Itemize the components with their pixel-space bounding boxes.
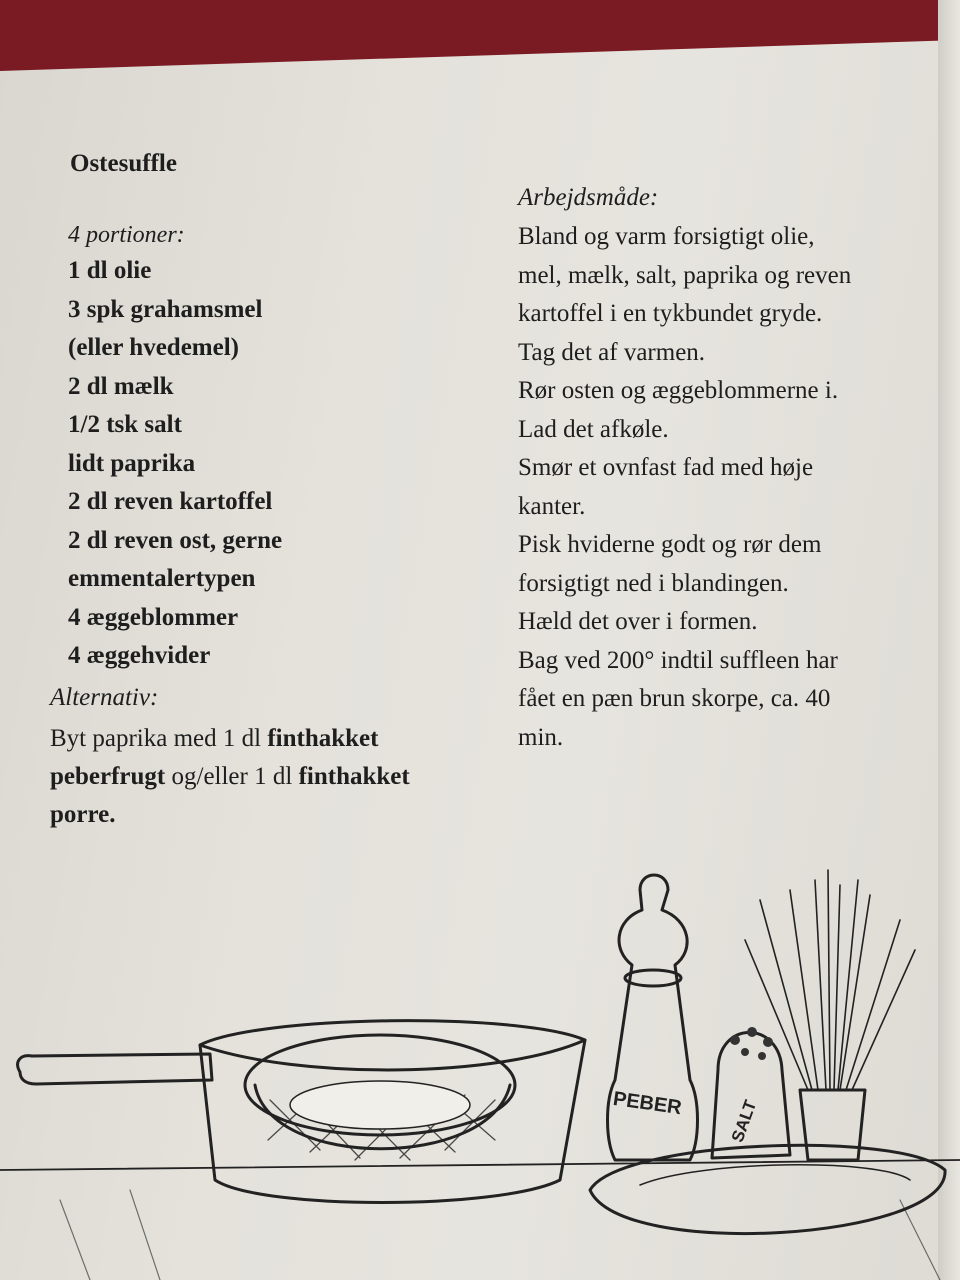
ingredient-item: 1 dl olie: [68, 257, 152, 284]
method-steps: [518, 218, 938, 757]
pepper-label: PEBER: [611, 1087, 683, 1120]
pan-handle: [18, 1054, 212, 1084]
ingredient-item: 2 dl reven ost, gerne: [68, 526, 283, 554]
portions-label: 4 portioner:: [68, 222, 185, 248]
ingredient-item: 2 dl reven kartoffel: [68, 488, 273, 515]
method-line: Pisk hviderne godt og rør dem: [518, 531, 822, 558]
method-line: Rør osten og æggeblommerne i.: [518, 377, 839, 404]
method-line: mel, mælk, salt, paprika og reven: [518, 261, 852, 289]
ingredient-item: (eller hvedemel): [68, 334, 239, 361]
method-column: [518, 180, 938, 757]
pepper-mill: [608, 875, 698, 1160]
ingredient-item: 2 dl mælk: [68, 372, 174, 400]
method-line: Bland og varm forsigtigt olie,: [518, 223, 815, 250]
ingredient-item: lidt paprika: [68, 449, 196, 477]
ingredient-item: 4 æggehvider: [68, 642, 211, 669]
method-line: Bag ved 200° indtil suffleen har: [518, 646, 838, 674]
ingredient-list: [68, 252, 468, 676]
salt-label: SALT: [727, 1097, 761, 1145]
method-line: forsigtigt ned i blandingen.: [518, 569, 789, 597]
ingredient-item: 4 æggeblommer: [68, 603, 239, 631]
alternative-text-1: Byt paprika med 1 dl: [50, 725, 268, 752]
method-line: min.: [518, 723, 564, 751]
alternative-text: [50, 720, 470, 834]
ingredient-item: 3 spk grahamsmel: [68, 295, 263, 323]
method-label: Arbejdsmåde:: [518, 184, 659, 211]
kitchen-illustration: [0, 840, 960, 1280]
ingredient-item: emmentalertypen: [68, 565, 256, 592]
alternative-bold-1: finthakket peberfrugt: [50, 725, 379, 790]
salt-shaker: [712, 1027, 790, 1158]
ingredient-item: 1/2 tsk salt: [68, 411, 182, 438]
method-line: fået en pæn brun skorpe, ca. 40: [518, 685, 831, 712]
method-line: Lad det afkøle.: [518, 415, 669, 443]
chives-pot: [745, 870, 915, 1160]
method-line: kartoffel i en tykbundet gryde.: [518, 300, 823, 327]
method-line: Smør et ovnfast fad med høje: [518, 454, 814, 481]
alternative-text-2: og/eller 1 dl: [165, 763, 299, 790]
method-line: Tag det af varmen.: [518, 338, 706, 366]
ingredients-column: [68, 218, 468, 676]
alternative-label: Alternativ:: [50, 684, 159, 711]
method-line: kanter.: [518, 492, 586, 520]
alternative-section: [50, 680, 470, 834]
alternative-bold-2: finthakket porre.: [50, 763, 410, 828]
recipe-title: Ostesuffle: [70, 150, 177, 177]
method-line: Hæld det over i formen.: [518, 608, 758, 635]
